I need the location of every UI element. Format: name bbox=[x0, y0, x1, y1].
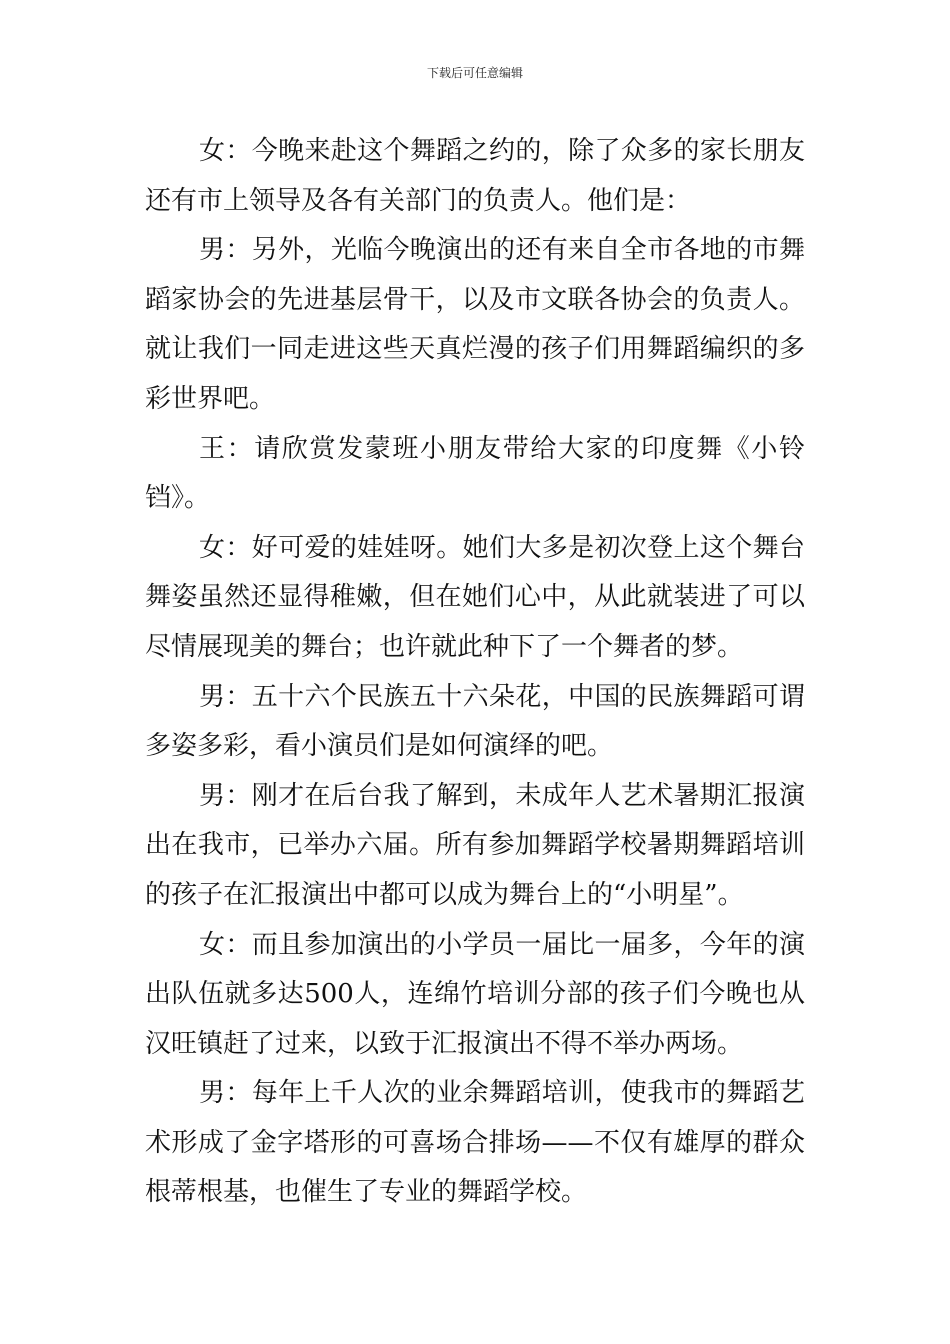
paragraph: 男：每年上千人次的业余舞蹈培训，使我市的舞蹈艺术形成了金字塔形的可喜场合排场——不仅有雄厚的群众根蒂根基，也催生了专业的舞蹈学校。 bbox=[145, 1078, 805, 1208]
paragraph: 女：好可爱的娃娃呀。她们大多是初次登上这个舞台舞姿虽然还显得稚嫩，但在她们心中，从此就装进了可以尽情展现美的舞台；也许就此种下了一个舞者的梦。 bbox=[145, 532, 805, 662]
paragraph: 男：五十六个民族五十六朵花，中国的民族舞蹈可谓多姿多彩，看小演员们是如何演绎的吧。 bbox=[145, 681, 805, 762]
paragraph: 女：而且参加演出的小学员一届比一届多，今年的演出队伍就多达500人，连绵竹培训分部的孩子们今晚也从汉旺镇赶了过来，以致于汇报演出不得不举办两场。 bbox=[145, 929, 805, 1059]
paragraph: 男：刚才在后台我了解到，未成年人艺术暑期汇报演出在我市，已举办六届。所有参加舞蹈学校暑期舞蹈培训的孩子在汇报演出中都可以成为舞台上的“小明星”。 bbox=[145, 780, 805, 910]
paragraph: 男：另外，光临今晚演出的还有来自全市各地的市舞蹈家协会的先进基层骨干，以及市文联各协会的负责人。就让我们一同走进这些天真烂漫的孩子们用舞蹈编织的多彩世界吧。 bbox=[145, 235, 805, 414]
header-note: 下载后可任意编辑 bbox=[426, 66, 523, 80]
document-body bbox=[145, 127, 805, 1218]
paragraph: 女：今晚来赴这个舞蹈之约的，除了众多的家长朋友还有市上领导及各有关部门的负责人。他们是： bbox=[145, 136, 805, 216]
paragraph: 王：请欣赏发蒙班小朋友带给大家的印度舞《小铃铛》。 bbox=[145, 433, 805, 514]
